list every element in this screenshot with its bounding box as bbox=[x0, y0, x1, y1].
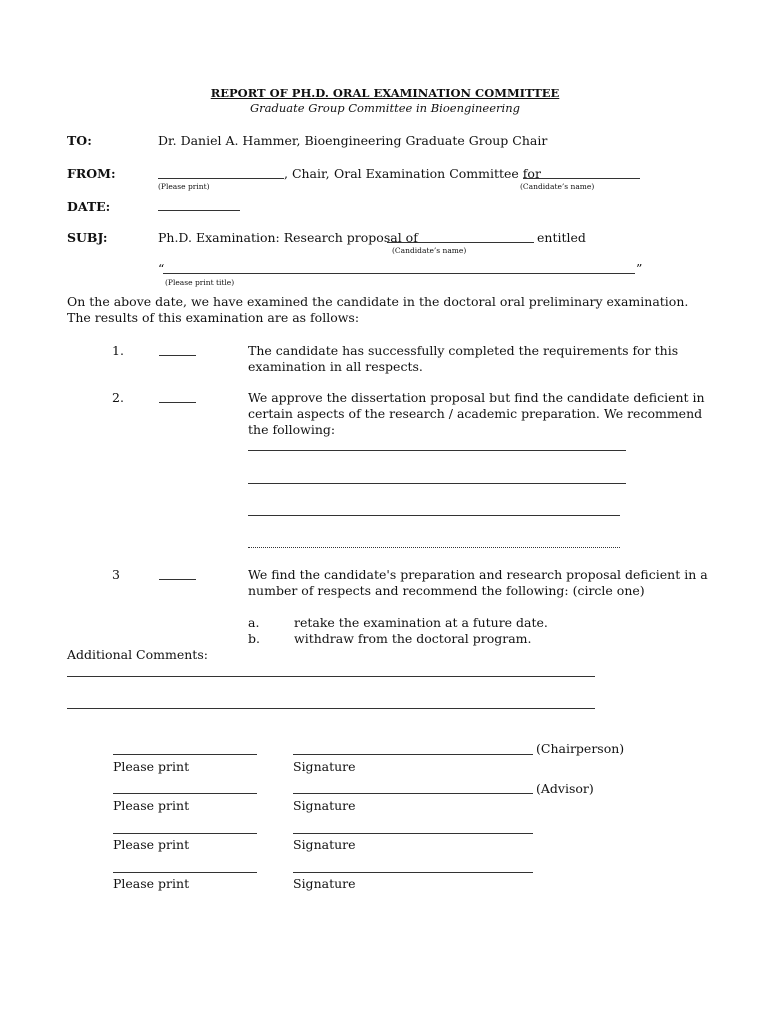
subj-hint-candidate: (Candidate’s name) bbox=[392, 246, 467, 255]
sub-option-a-letter: a. bbox=[248, 615, 260, 630]
print-name-field[interactable] bbox=[113, 793, 257, 794]
option-3-text: We find the candidate's preparation and research proposal deficient in a number of respects and recommend the following: (circle one) bbox=[248, 567, 708, 598]
subj-entitled: entitled bbox=[537, 230, 586, 245]
signature-field[interactable] bbox=[293, 754, 533, 755]
signature-field[interactable] bbox=[293, 833, 533, 834]
title-field[interactable] bbox=[163, 273, 635, 274]
role-advisor: (Advisor) bbox=[536, 781, 594, 796]
sub-option-a-text[interactable]: retake the examination at a future date. bbox=[294, 615, 548, 630]
to-label: TO: bbox=[67, 133, 92, 148]
option-2-check-field[interactable] bbox=[159, 402, 196, 403]
from-label: FROM: bbox=[67, 166, 116, 181]
print-label: Please print bbox=[113, 876, 190, 891]
recommendation-line[interactable] bbox=[248, 450, 626, 451]
from-committee-text: Oral Examination Committee for bbox=[334, 166, 541, 181]
date-label: DATE: bbox=[67, 199, 111, 214]
sub-option-b-letter: b. bbox=[248, 631, 260, 646]
sub-option-b-text[interactable]: withdraw from the doctoral program. bbox=[294, 631, 532, 646]
comments-line[interactable] bbox=[67, 676, 595, 677]
signature-label: Signature bbox=[293, 798, 356, 813]
print-name-field[interactable] bbox=[113, 754, 257, 755]
comments-label: Additional Comments: bbox=[67, 647, 208, 662]
signature-label: Signature bbox=[293, 759, 356, 774]
signature-label: Signature bbox=[293, 876, 356, 891]
signature-label: Signature bbox=[293, 837, 356, 852]
title-open-quote: “ bbox=[158, 261, 165, 276]
option-3-number: 3 bbox=[112, 567, 120, 582]
print-name-field[interactable] bbox=[113, 833, 257, 834]
date-field[interactable] bbox=[158, 210, 240, 211]
signature-field[interactable] bbox=[293, 872, 533, 873]
page-subtitle: Graduate Group Committee in Bioengineering bbox=[249, 101, 520, 115]
print-label: Please print bbox=[113, 798, 190, 813]
from-chair-text: , Chair, bbox=[284, 166, 330, 181]
subj-label: SUBJ: bbox=[67, 230, 108, 245]
option-2-text: We approve the dissertation proposal but find the candidate deficient in certain aspects of the research / academic preparation. We recommend the following: bbox=[248, 390, 705, 437]
title-hint: (Please print title) bbox=[165, 278, 235, 287]
option-3-check-field[interactable] bbox=[159, 579, 196, 580]
page-title: REPORT OF PH.D. ORAL EXAMINATION COMMITTEE bbox=[210, 86, 560, 100]
recommendation-line[interactable] bbox=[248, 483, 626, 484]
title-close-quote: ” bbox=[636, 261, 643, 276]
option-2-number: 2. bbox=[112, 390, 124, 405]
option-1-number: 1. bbox=[112, 343, 124, 358]
role-chairperson: (Chairperson) bbox=[536, 741, 625, 756]
comments-line[interactable] bbox=[67, 708, 595, 709]
recommendation-line[interactable] bbox=[248, 515, 620, 516]
print-label: Please print bbox=[113, 837, 190, 852]
from-hint-print: (Please print) bbox=[158, 182, 210, 191]
option-1-text: The candidate has successfully completed the requirements for this examination in all respects. bbox=[248, 343, 679, 374]
chair-name-field[interactable] bbox=[158, 178, 284, 179]
option-1-check-field[interactable] bbox=[159, 355, 196, 356]
intro-paragraph: On the above date, we have examined the candidate in the doctoral oral preliminary examination. The results of this examination are as follows: bbox=[67, 294, 689, 325]
recommendation-line[interactable] bbox=[248, 547, 620, 548]
signature-field[interactable] bbox=[293, 793, 533, 794]
print-name-field[interactable] bbox=[113, 872, 257, 873]
candidate-name-field[interactable] bbox=[523, 178, 640, 179]
subj-candidate-field[interactable] bbox=[387, 242, 534, 243]
to-value: Dr. Daniel A. Hammer, Bioengineering Graduate Group Chair bbox=[158, 133, 548, 148]
print-label: Please print bbox=[113, 759, 190, 774]
subj-text: Ph.D. Examination: Research proposal of bbox=[158, 230, 418, 245]
from-hint-candidate: (Candidate’s name) bbox=[520, 182, 595, 191]
